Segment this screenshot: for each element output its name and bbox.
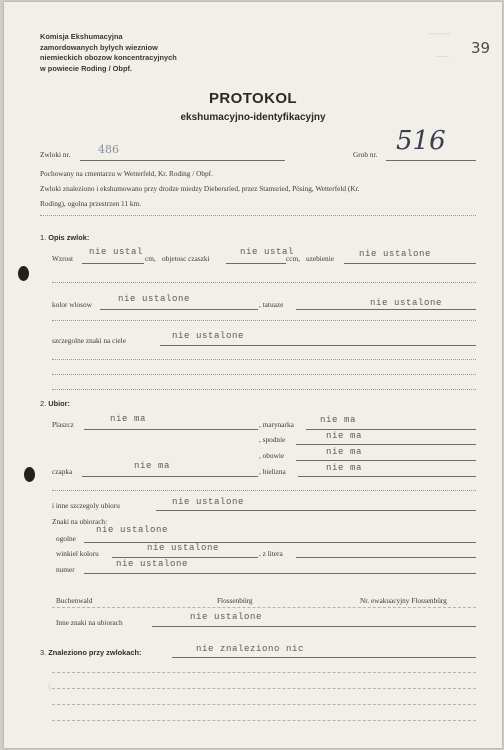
znaki-value: nie ustalone xyxy=(172,331,245,341)
section-3-heading xyxy=(40,648,141,657)
wzrost-value: nie ustal xyxy=(89,247,144,257)
flossenburg-label: Flossenbürg xyxy=(217,596,253,605)
tatuaze-value: nie ustalone xyxy=(370,298,443,308)
section-3-title: Znaleziono przy zwlokach: xyxy=(48,648,142,657)
uzebienie-value: nie ustalone xyxy=(359,249,432,259)
section-2-heading xyxy=(40,399,70,408)
czaszka-value: nie ustal xyxy=(240,247,295,257)
document-title: PROTOKOL xyxy=(209,90,297,107)
zwloki-label: Zwloki nr. xyxy=(40,150,71,159)
marynarka-value: nie ma xyxy=(320,415,357,425)
wzrost-unit: cm, xyxy=(145,254,156,263)
page-number: 39 xyxy=(471,39,491,57)
spodnie-label: , spodnie xyxy=(259,435,286,444)
inne-ubior-label: i inne szczegoly ubioru xyxy=(52,501,120,510)
org-line-1: Komisja Ekshumacyjna xyxy=(40,32,123,41)
czaszka-label: objetosc czaszki xyxy=(162,254,210,263)
bielizna-label: , bielizna xyxy=(259,467,286,476)
czapka-label: czapka xyxy=(52,467,73,476)
org-line-4: w powiecie Roding / Obpf. xyxy=(40,63,132,73)
section-3-number: 3. xyxy=(40,648,47,657)
numer-label: numer xyxy=(56,565,75,574)
section-2-number: 2. xyxy=(40,399,47,408)
numer-value: nie ustalone xyxy=(116,559,189,569)
buchenwald-label: Buchenwald xyxy=(56,596,93,605)
punch-hole xyxy=(18,266,29,281)
pencil-mark: ~~~ ~~~ xyxy=(429,32,450,38)
punch-hole xyxy=(24,467,35,482)
czapka-value: nie ma xyxy=(134,461,171,471)
section-1-heading xyxy=(40,233,89,242)
section-3-value: nie znaleziono nic xyxy=(196,644,305,654)
znaki-ubiorach-label: Znaki na ubiorach: xyxy=(52,517,108,526)
marynarka-label: , marynarka xyxy=(259,420,294,429)
section-1-title: Opis zwlok: xyxy=(48,233,90,242)
znaki-label: szczegolne znaki na ciele xyxy=(52,336,126,345)
intro-line-1: Pochowany na cmentarzu w Wetterfeld, Kr. Roding / Obpf. xyxy=(40,169,213,178)
ogolne-value: nie ustalone xyxy=(96,525,169,535)
spodnie-value: nie ma xyxy=(326,431,363,441)
org-line-2: zamordowanych bylych wiezniow xyxy=(40,42,158,52)
document-page xyxy=(4,2,502,748)
inne-znaki-value: nie ustalone xyxy=(190,612,263,622)
wzrost-label: Wzrost xyxy=(52,254,74,263)
uzebienie-label: uzebienie xyxy=(306,254,334,263)
org-line-3: niemieckich obozow koncentracyjnych xyxy=(40,53,177,62)
pencil-mark: — — xyxy=(436,54,449,60)
czaszka-unit: ccm, xyxy=(286,254,300,263)
intro-line-3: Roding), ogolna przestrzen 11 km. xyxy=(40,199,142,208)
ewakuacyjny-label: Nr. ewakuacyjny Flossenbürg xyxy=(360,596,447,605)
litera-label: , z litera xyxy=(259,549,283,558)
plaszcz-label: Plaszcz xyxy=(52,420,74,429)
grob-value: 516 xyxy=(396,126,446,156)
document-subtitle: ekshumacyjno-identyfikacyjny xyxy=(180,112,326,123)
bielizna-value: nie ma xyxy=(326,463,363,473)
tatuaze-label: , tatuaze xyxy=(259,300,284,309)
section-1-number: 1. xyxy=(40,233,47,242)
plaszcz-value: nie ma xyxy=(110,414,147,424)
zwloki-value: 486 xyxy=(98,143,119,156)
ogolne-label: ogolne xyxy=(56,534,76,543)
inne-znaki-label: Inne znaki na ubiorach xyxy=(56,618,123,627)
winkiel-label: winkiel koloru xyxy=(56,549,99,558)
obuwie-value: nie ma xyxy=(326,447,363,457)
inne-ubior-value: nie ustalone xyxy=(172,497,245,507)
obuwie-label: , obuwie xyxy=(259,451,285,460)
grob-label: Grob nr. xyxy=(353,150,378,159)
intro-line-2: Zwloki znaleziono i ekshumowano przy drodze miedzy Diebersried, przez Stamsried, Pösing, Wetterfeld (Kr. xyxy=(40,184,360,193)
org-header xyxy=(40,32,177,74)
wlosy-value: nie ustalone xyxy=(118,294,191,304)
pencil-mark: \ xyxy=(48,682,51,692)
section-2-title: Ubior: xyxy=(48,399,70,408)
winkiel-value: nie ustalone xyxy=(147,543,220,553)
wlosy-label: kolor wlosow xyxy=(52,300,92,309)
